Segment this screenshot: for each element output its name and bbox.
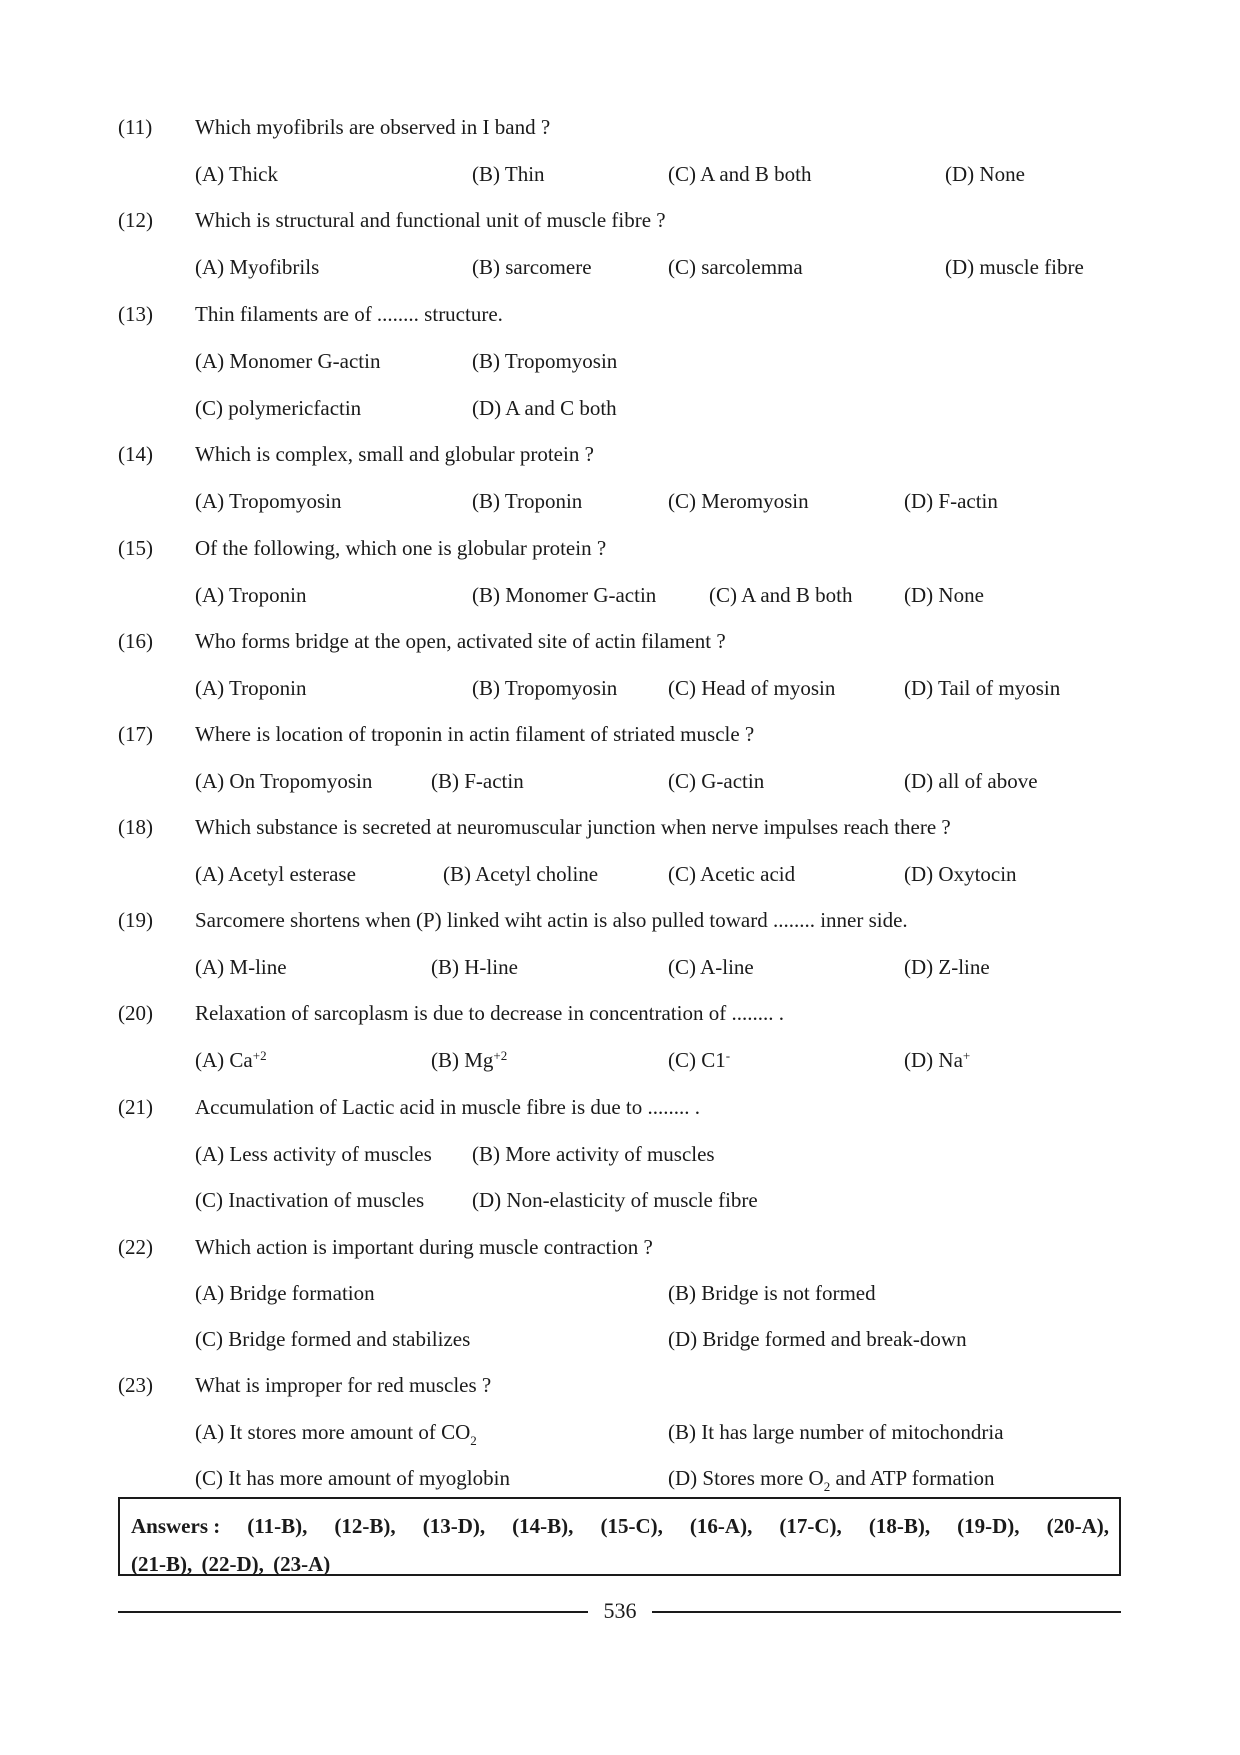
question-number: (15) [118, 536, 153, 560]
answer-item: (11-B), [247, 1514, 308, 1538]
option-c: (C) Bridge formed and stabilizes [195, 1327, 471, 1351]
option-b: (B) It has large number of mitochondria [668, 1420, 1004, 1444]
option-d-subscript: 2 [823, 1479, 831, 1494]
option-c [668, 1048, 730, 1072]
option-b: (B) Bridge is not formed [668, 1281, 876, 1305]
option-d-text-after: and ATP formation [830, 1466, 995, 1490]
answer-item: (20-A), [1046, 1514, 1109, 1538]
question-number: (12) [118, 208, 153, 232]
option-c: (C) Acetic acid [668, 862, 796, 886]
option-c-superscript: - [725, 1048, 731, 1063]
question-text: What is improper for red muscles ? [195, 1373, 492, 1397]
option-a: (A) Thick [195, 162, 279, 186]
page-number: 536 [603, 1598, 637, 1623]
option-c: (C) A and B both [668, 162, 812, 186]
option-d [904, 1048, 970, 1072]
option-a: (A) Acetyl esterase [195, 862, 356, 886]
option-d: (D) all of above [904, 769, 1038, 793]
option-a: (A) Tropomyosin [195, 489, 342, 513]
option-c: (C) Inactivation of muscles [195, 1188, 425, 1212]
option-d: (D) Non-elasticity of muscle fibre [472, 1188, 758, 1212]
option-c: (C) A-line [668, 955, 754, 979]
answer-item: (19-D), [957, 1514, 1020, 1538]
option-a: (A) Myofibrils [195, 255, 320, 279]
option-b: (B) Acetyl choline [443, 862, 599, 886]
option-c: (C) polymericfactin [195, 396, 362, 420]
option-d: (D) A and C both [472, 396, 617, 420]
question-number: (14) [118, 442, 153, 466]
answer-item: (12-B), [334, 1514, 396, 1538]
question-text: Which action is important during muscle contraction ? [195, 1235, 653, 1259]
option-b: (B) Thin [472, 162, 545, 186]
question-number: (20) [118, 1001, 153, 1025]
question-number: (13) [118, 302, 153, 326]
question-text: Sarcomere shortens when (P) linked wiht actin is also pulled toward ........ inner side. [195, 908, 908, 932]
question-number: (21) [118, 1095, 153, 1119]
option-d-text: (D) Stores more O [668, 1466, 824, 1490]
answer-item: (18-B), [868, 1514, 931, 1538]
option-c: (C) Meromyosin [668, 489, 809, 513]
option-a-text: (A) It stores more amount of CO [195, 1420, 471, 1444]
option-d [668, 1466, 995, 1494]
option-d: (D) F-actin [904, 489, 998, 513]
option-c: (C) Head of myosin [668, 676, 836, 700]
option-a-subscript: 2 [470, 1433, 477, 1448]
question-text: Which substance is secreted at neuromuscular junction when nerve impulses reach there ? [195, 815, 951, 839]
answer-key-line-2: (21-B), (22-D), (23-A) [131, 1552, 331, 1576]
option-a: (A) Monomer G-actin [195, 349, 381, 373]
option-a: (A) Less activity of muscles [195, 1142, 432, 1166]
option-a: (A) M-line [195, 955, 287, 979]
option-a: (A) Bridge formation [195, 1281, 375, 1305]
answer-item: (13-D), [422, 1514, 486, 1538]
question-number: (18) [118, 815, 153, 839]
option-b [431, 1048, 507, 1072]
answer-item: (17-C), [779, 1514, 842, 1538]
option-b: (B) Monomer G-actin [472, 583, 657, 607]
option-c: (C) It has more amount of myoglobin [195, 1466, 510, 1490]
option-d: (D) muscle fibre [945, 255, 1084, 279]
answer-item: (16-A), [689, 1514, 753, 1538]
option-c: (C) sarcolemma [668, 255, 803, 279]
option-b: (B) sarcomere [472, 255, 592, 279]
question-text: Of the following, which one is globular protein ? [195, 536, 607, 560]
answer-key-line-1 [131, 1507, 1109, 1545]
option-b-superscript: +2 [493, 1048, 508, 1063]
option-b-text: (B) Mg [431, 1048, 494, 1072]
option-a [195, 1420, 477, 1448]
option-b: (B) H-line [431, 955, 518, 979]
question-text: Which myofibrils are observed in I band ? [195, 115, 551, 139]
question-number: (16) [118, 629, 153, 653]
option-a-text: (A) Ca [195, 1048, 253, 1072]
answer-key-box [118, 1497, 1121, 1576]
option-a: (A) Troponin [195, 583, 307, 607]
option-c: (C) A and B both [709, 583, 853, 607]
question-text: Which is structural and functional unit of muscle fibre ? [195, 208, 666, 232]
question-text: Accumulation of Lactic acid in muscle fibre is due to ........ . [195, 1095, 701, 1119]
option-d: (D) Bridge formed and break-down [668, 1327, 967, 1351]
answer-item: (14-B), [512, 1514, 574, 1538]
option-a: (A) On Tropomyosin [195, 769, 373, 793]
option-b: (B) F-actin [431, 769, 524, 793]
option-b: (B) Troponin [472, 489, 583, 513]
option-a: (A) Troponin [195, 676, 307, 700]
option-d: (D) None [904, 583, 984, 607]
option-d: (D) Z-line [904, 955, 990, 979]
question-number: (11) [118, 115, 153, 139]
question-number: (23) [118, 1373, 153, 1397]
option-a-superscript: +2 [252, 1048, 267, 1063]
question-text: Who forms bridge at the open, activated site of actin filament ? [195, 629, 726, 653]
question-number: (22) [118, 1235, 153, 1259]
question-number: (19) [118, 908, 153, 932]
option-d-text: (D) Na [904, 1048, 963, 1072]
question-text: Which is complex, small and globular protein ? [195, 442, 594, 466]
option-b: (B) Tropomyosin [472, 349, 618, 373]
option-a [195, 1048, 267, 1072]
question-number: (17) [118, 722, 153, 746]
option-d-superscript: + [962, 1048, 971, 1063]
question-text: Thin filaments are of ........ structure. [195, 302, 503, 326]
option-d: (D) None [945, 162, 1025, 186]
footer-rule-right [652, 1611, 1121, 1613]
option-c-text: (C) C1 [668, 1048, 726, 1072]
option-d: (D) Oxytocin [904, 862, 1017, 886]
option-b: (B) More activity of muscles [472, 1142, 715, 1166]
option-c: (C) G-actin [668, 769, 765, 793]
footer-rule-left [118, 1611, 588, 1613]
answer-item: (15-C), [600, 1514, 663, 1538]
option-d: (D) Tail of myosin [904, 676, 1061, 700]
question-text: Where is location of troponin in actin filament of striated muscle ? [195, 722, 755, 746]
question-text: Relaxation of sarcoplasm is due to decrease in concentration of ........ . [195, 1001, 784, 1025]
option-b: (B) Tropomyosin [472, 676, 618, 700]
answer-key-label: Answers : [131, 1514, 221, 1538]
